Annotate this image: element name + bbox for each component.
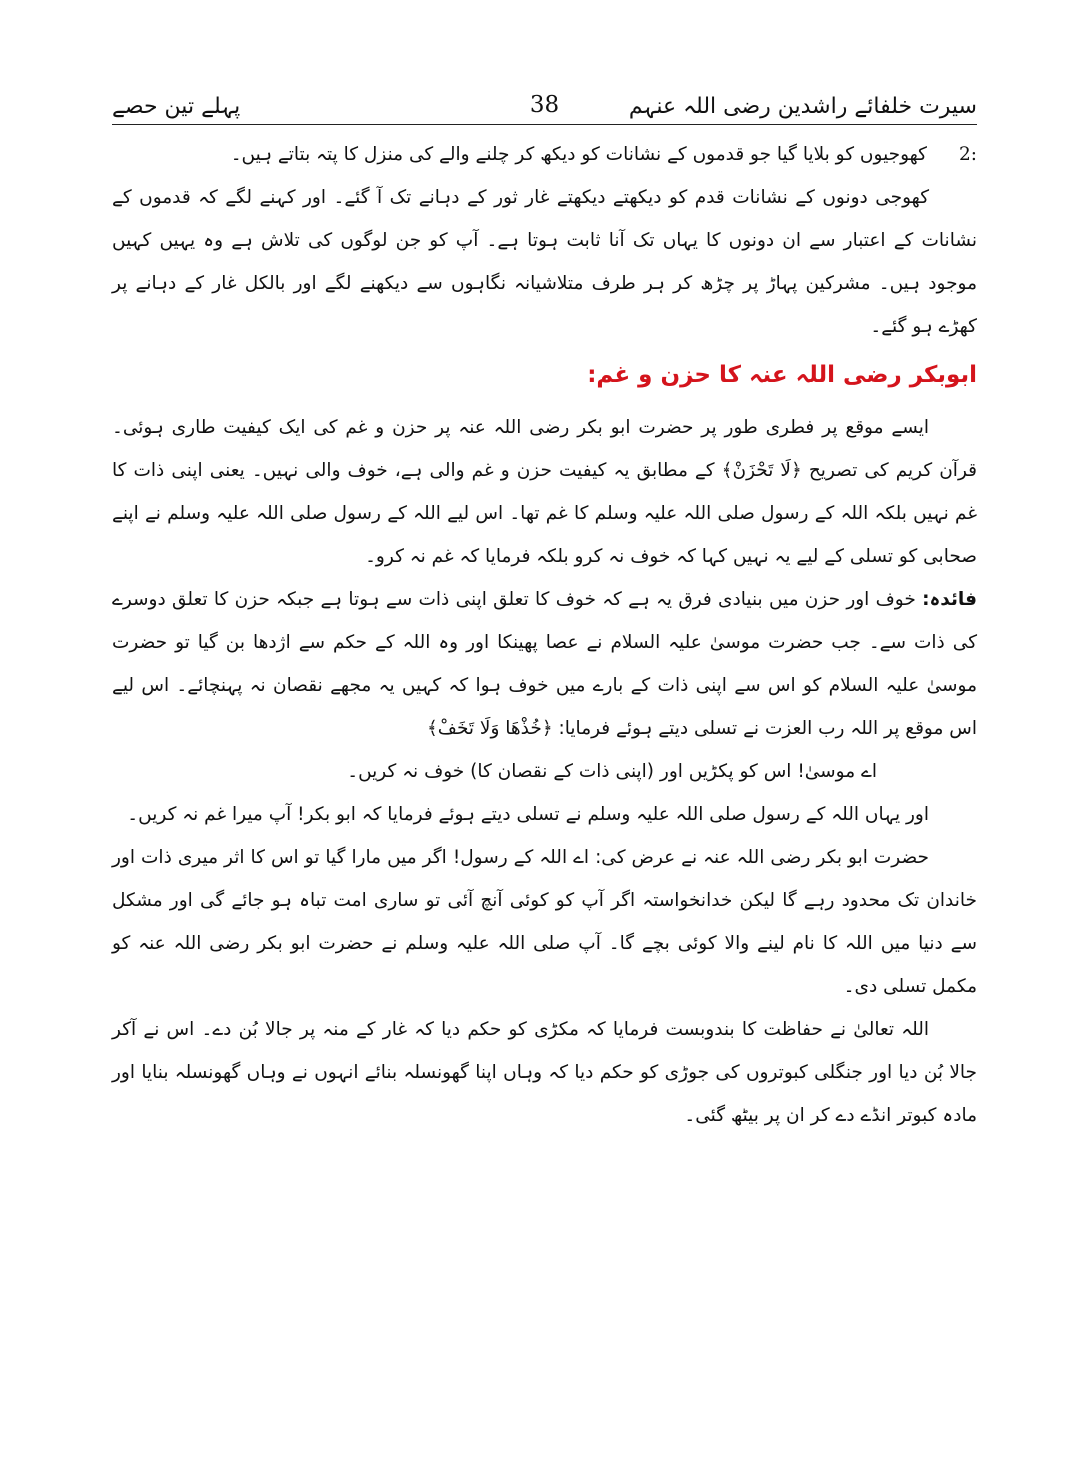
- book-title: سیرت خلفائے راشدین رضی اللہ عنہم: [628, 94, 977, 119]
- benefit-label: فائدہ:: [922, 589, 977, 610]
- section-heading: ابوبکر رضی اللہ عنہ کا حزن و غم:: [587, 362, 977, 388]
- part-label: پہلے تین حصے: [112, 94, 241, 119]
- paragraph-grief: ایسے موقع پر فطری طور پر حضرت ابو بکر رضی اللہ عنہ پر حزن و غم کی ایک کیفیت طاری ہوئی۔ قرآن کریم کی تصریح ﴿لَا تَحْزَنْ﴾ کے مطابق یہ کیفیت حزن و غم والی ہے، خوف والی نہیں۔ یعنی اپنی ذات کا غم نہیں بلکہ اللہ کے رسول صلی اللہ علیہ وسلم کا غم تھا۔ اس لیے اللہ کے رسول صلی اللہ علیہ وسلم نے اپنے صحابی کو تسلی کے لیے یہ نہیں کہا کہ خوف نہ کرو بلکہ فرمایا کہ غم نہ کرو۔: [112, 417, 977, 567]
- benefit-text: خوف اور حزن میں بنیادی فرق یہ ہے کہ خوف کا تعلق اپنی ذات سے ہوتا ہے جبکہ حزن کا تعلق دوسرے کی ذات سے۔ جب حضرت موسیٰ علیہ السلام نے عصا پھینکا اور وہ اللہ کے حکم سے اژدھا بن گیا تو حضرت موسیٰ علیہ السلام کو اس سے اپنی ذات کے بارے میں خوف ہوا کہ کہیں یہ مجھے نقصان نہ پہنچائے۔ اس لیے اس موقع پر اللہ رب العزت نے تسلی دیتے ہوئے فرمایا: ﴿خُذْهَا وَلَا تَخَفْ﴾: [112, 589, 977, 739]
- page-number: 38: [529, 92, 560, 118]
- page-body: [112, 133, 977, 1137]
- paragraph-consolation: اور یہاں اللہ کے رسول صلی اللہ علیہ وسلم نے تسلی دیتے ہوئے فرمایا کہ ابو بکر! آپ میرا غم نہ کریں۔: [127, 804, 929, 825]
- paragraph-musa: اے موسیٰ! اس کو پکڑیں اور (اپنی ذات کے نقصان کا) خوف نہ کریں۔: [347, 761, 877, 782]
- paragraph-protection: اللہ تعالیٰ نے حفاظت کا بندوبست فرمایا کہ مکڑی کو حکم دیا کہ غار کے منہ پر جالا بُن دے۔ اس نے آکر جالا بُن دیا اور جنگلی کبوتروں کی جوڑی کو حکم دیا کہ وہاں اپنا گھونسلہ بنائے انہوں نے وہاں گھونسلہ بنایا اور مادہ کبوتر انڈے دے کر ان پر بیٹھ گئی۔: [112, 1019, 977, 1126]
- footnote-item: [112, 133, 977, 176]
- paragraph-benefit: [112, 578, 977, 750]
- paragraph-abubakr-reply: حضرت ابو بکر رضی اللہ عنہ نے عرض کی: اے اللہ کے رسول! اگر میں مارا گیا تو اس کا اثر میری ذات اور خاندان تک محدود رہے گا لیکن خدانخواستہ اگر آپ کو کوئی آنچ آئی تو ساری امت تباہ ہو جائے گی اور مشکل سے دنیا میں اللہ کا نام لینے والا کوئی بچے گا۔ آپ صلی اللہ علیہ وسلم نے حضرت ابو بکر رضی اللہ عنہ کو مکمل تسلی دی۔: [112, 847, 977, 997]
- footnote-number: :2: [958, 144, 977, 165]
- paragraph-trackers: کھوجی دونوں کے نشانات قدم کو دیکھتے دیکھتے غار ثور کے دہانے تک آ گئے۔ اور کہنے لگے کہ قدموں کے نشانات کے اعتبار سے ان دونوں کا یہاں تک آنا ثابت ہوتا ہے۔ آپ کو جن لوگوں کی تلاش ہے وہ یہیں کہیں موجود ہیں۔ مشرکین پہاڑ پر چڑھ کر ہر طرف متلاشیانہ نگاہوں سے دیکھنے لگے اور بالکل غار کے دہانے پر کھڑے ہو گئے۔: [112, 187, 977, 337]
- page-header: [112, 90, 977, 125]
- footnote-text: کھوجیوں کو بلایا گیا جو قدموں کے نشانات کو دیکھ کر چلنے والے کی منزل کا پتہ بتاتے ہیں۔: [230, 144, 927, 165]
